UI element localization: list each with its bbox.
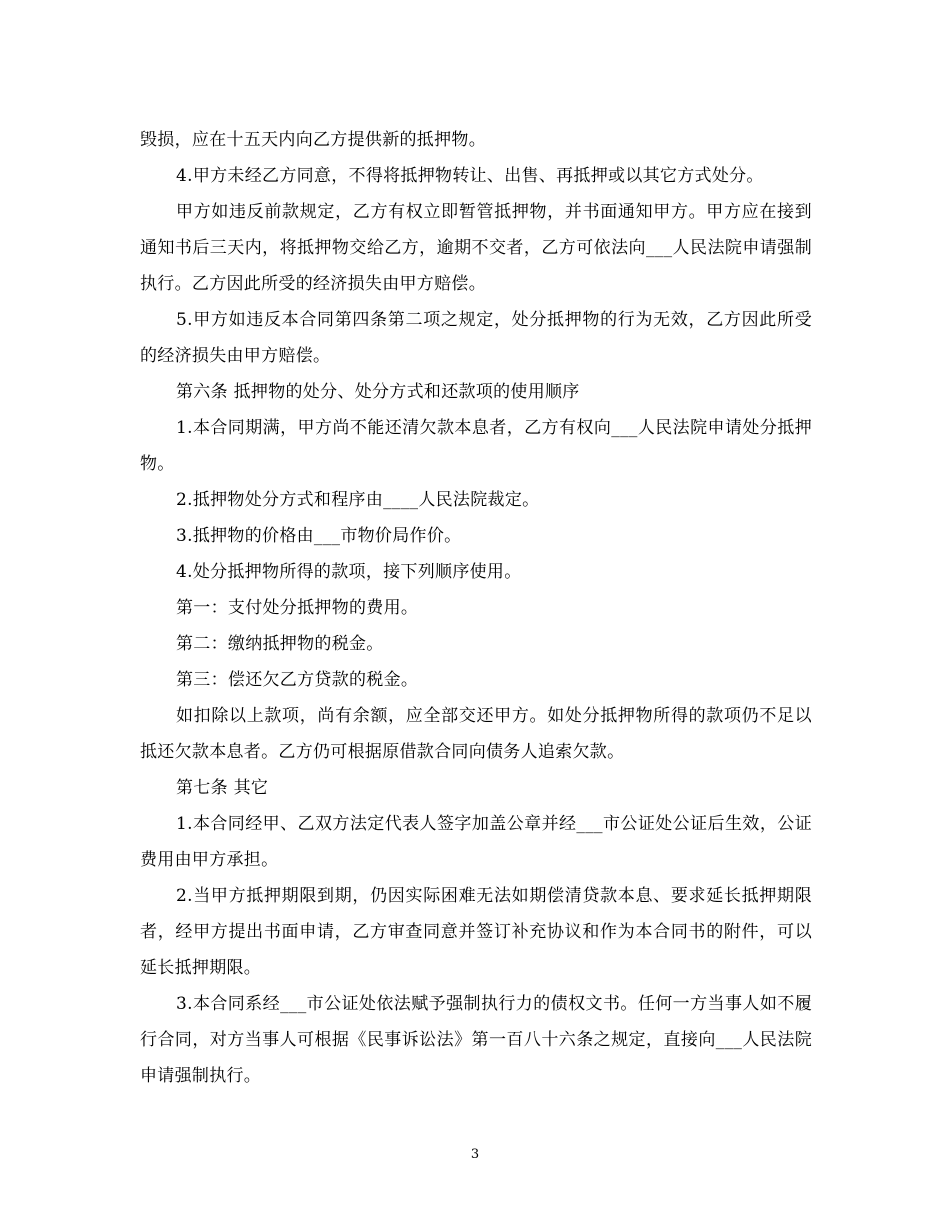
paragraph-12: 第三：偿还欠乙方贷款的税金。 — [176, 670, 419, 690]
paragraph-13: 如扣除以上款项，尚有余额，应全部交还甲方。如处分抵押物所得的款项仍不足以抵还欠款本息者。乙方仍可根据原借款合同向债务人追索欠款。 — [140, 706, 812, 762]
paragraph-11: 第二：缴纳抵押物的税金。 — [176, 634, 384, 654]
paragraph-1: 毁损，应在十五天内向乙方提供新的抵押物。 — [140, 130, 486, 150]
section-heading-article-6: 第六条 抵押物的处分、处分方式和还款项的使用顺序 — [176, 382, 580, 402]
section-heading-article-7: 第七条 其它 — [176, 778, 269, 798]
document-body — [140, 122, 812, 1094]
paragraph-9: 4.处分抵押物所得的款项，接下列顺序使用。 — [176, 562, 522, 582]
page-number: 3 — [470, 1147, 480, 1162]
paragraph-8: 3.抵押物的价格由___市物价局作价。 — [176, 526, 462, 546]
paragraph-4: 5.甲方如违反本合同第四条第二项之规定，处分抵押物的行为无效，乙方因此所受的经济损失由甲方赔偿。 — [140, 310, 812, 366]
paragraph-3: 甲方如违反前款规定，乙方有权立即暂管抵押物，并书面通知甲方。甲方应在接到通知书后三天内，将抵押物交给乙方，逾期不交者，乙方可依法向___人民法院申请强制执行。乙方因此所受的经济损失由甲方赔偿。 — [140, 202, 812, 294]
paragraph-10: 第一：支付处分抵押物的费用。 — [176, 598, 419, 618]
paragraph-2: 4.甲方未经乙方同意，不得将抵押物转让、出售、再抵押或以其它方式处分。 — [176, 166, 764, 186]
paragraph-15: 1.本合同经甲、乙双方法定代表人签字加盖公章并经___市公证处公证后生效，公证费用由甲方承担。 — [140, 814, 812, 870]
paragraph-7: 2.抵押物处分方式和程序由____人民法院裁定。 — [176, 490, 540, 510]
paragraph-6: 1.本合同期满，甲方尚不能还清欠款本息者，乙方有权向___人民法院申请处分抵押物。 — [140, 418, 812, 474]
paragraph-17: 3.本合同系经___市公证处依法赋予强制执行力的债权文书。任何一方当事人如不履行合同，对方当事人可根据《民事诉讼法》第一百八十六条之规定，直接向___人民法院申请强制执行。 — [140, 994, 812, 1086]
paragraph-16: 2.当甲方抵押期限到期，仍因实际困难无法如期偿清贷款本息、要求延长抵押期限者，经甲方提出书面申请，乙方审查同意并签订补充协议和作为本合同书的附件，可以延长抵押期限。 — [140, 886, 812, 978]
